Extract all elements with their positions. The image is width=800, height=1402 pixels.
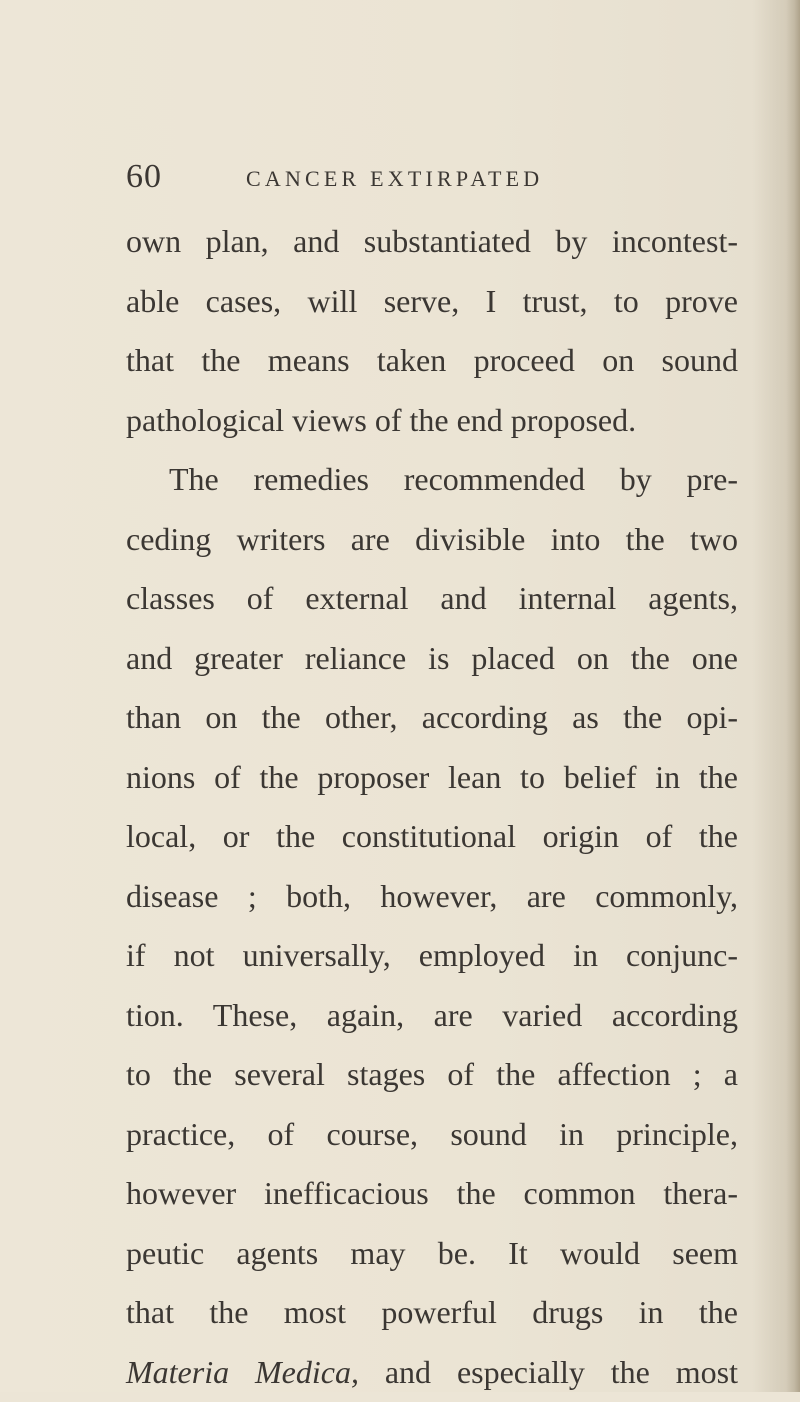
last-text-line (126, 1343, 738, 1402)
text-line: if not universally, employed in conjunc- (126, 926, 738, 986)
paragraph-start-line: The remedies recommended by pre- (126, 450, 738, 510)
italic-phrase: Materia Medica, (126, 1354, 359, 1390)
text-line: nions of the proposer lean to belief in the (126, 748, 738, 808)
text-line: that the means taken proceed on sound (126, 331, 738, 391)
text-line: pathological views of the end proposed. (126, 391, 738, 451)
last-line-rest: and especially the most (359, 1354, 738, 1390)
body-text (126, 212, 738, 1402)
text-line: than on the other, according as the opi- (126, 688, 738, 748)
text-line: classes of external and internal agents, (126, 569, 738, 629)
page-header (126, 157, 746, 197)
text-line: own plan, and substantiated by incontest- (126, 212, 738, 272)
text-line: however inefficacious the common thera- (126, 1164, 738, 1224)
text-line: to the several stages of the affection ; a (126, 1045, 738, 1105)
text-line: ceding writers are divisible into the two (126, 510, 738, 570)
page-edge-shadow (786, 0, 800, 1392)
text-line: local, or the constitutional origin of the (126, 807, 738, 867)
text-line: and greater reliance is placed on the one (126, 629, 738, 689)
text-line: tion. These, again, are varied according (126, 986, 738, 1046)
text-line: practice, of course, sound in principle, (126, 1105, 738, 1165)
page-number: 60 (126, 157, 162, 197)
text-line: peutic agents may be. It would seem (126, 1224, 738, 1284)
running-title: CANCER EXTIRPATED (246, 164, 543, 194)
text-line: able cases, will serve, I trust, to prove (126, 272, 738, 332)
text-line: that the most powerful drugs in the (126, 1283, 738, 1343)
text-line: disease ; both, however, are commonly, (126, 867, 738, 927)
